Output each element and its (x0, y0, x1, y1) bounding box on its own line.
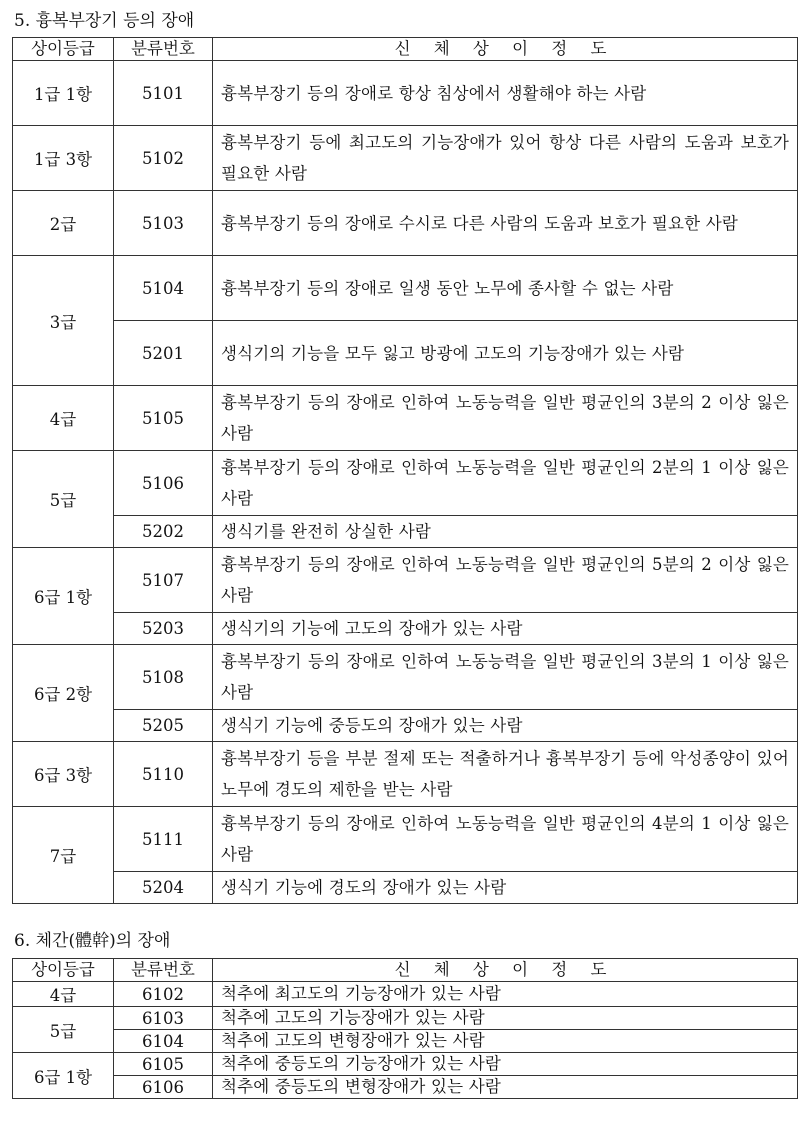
code-cell: 6105 (114, 1053, 213, 1076)
description-cell: 생식기 기능에 경도의 장애가 있는 사람 (213, 872, 798, 904)
description-cell: 생식기를 완전히 상실한 사람 (213, 516, 798, 548)
code-cell: 5203 (114, 613, 213, 645)
code-cell: 5104 (114, 256, 213, 321)
section-6-title: 6. 체간(體幹)의 장애 (14, 931, 171, 951)
table-row (13, 191, 798, 256)
grade-cell: 6급 3항 (13, 742, 114, 807)
table-row (13, 126, 798, 191)
grade-cell: 6급 2항 (13, 645, 114, 742)
description-cell: 흉복부장기 등의 장애로 인하여 노동능력을 일반 평균인의 2분의 1 이상 잃은 사람 (213, 451, 798, 516)
table-row (13, 1076, 798, 1099)
table-row (13, 742, 798, 807)
header-code: 분류번호 (114, 959, 213, 982)
table-row (13, 451, 798, 516)
grade-cell: 1급 3항 (13, 126, 114, 191)
grade-cell: 7급 (13, 807, 114, 904)
description-cell: 흉복부장기 등에 최고도의 기능장애가 있어 항상 다른 사람의 도움과 보호가 필요한 사람 (213, 126, 798, 191)
description-cell: 흉복부장기 등을 부분 절제 또는 적출하거나 흉복부장기 등에 악성종양이 있어 노무에 경도의 제한을 받는 사람 (213, 742, 798, 807)
table-row (13, 645, 798, 710)
description-cell: 생식기 기능에 중등도의 장애가 있는 사람 (213, 710, 798, 742)
section-6-table (12, 958, 798, 1099)
header-grade: 상이등급 (13, 38, 114, 61)
header-code: 분류번호 (114, 38, 213, 61)
code-cell: 5103 (114, 191, 213, 256)
code-cell: 5107 (114, 548, 213, 613)
description-cell: 척추에 중등도의 변형장애가 있는 사람 (213, 1076, 798, 1099)
description-cell: 생식기의 기능을 모두 잃고 방광에 고도의 기능장애가 있는 사람 (213, 321, 798, 386)
table-row (13, 710, 798, 742)
table-row (13, 386, 798, 451)
table-row (13, 548, 798, 613)
description-cell: 생식기의 기능에 고도의 장애가 있는 사람 (213, 613, 798, 645)
grade-cell: 5급 (13, 1007, 114, 1053)
grade-cell: 4급 (13, 386, 114, 451)
table-row (13, 982, 798, 1007)
code-cell: 5111 (114, 807, 213, 872)
grade-cell: 4급 (13, 982, 114, 1007)
code-cell: 5102 (114, 126, 213, 191)
grade-cell: 2급 (13, 191, 114, 256)
code-cell: 5106 (114, 451, 213, 516)
table-row (13, 1030, 798, 1053)
description-cell: 척추에 중등도의 기능장애가 있는 사람 (213, 1053, 798, 1076)
table-row (13, 1007, 798, 1030)
code-cell: 5101 (114, 61, 213, 126)
description-cell: 척추에 고도의 변형장애가 있는 사람 (213, 1030, 798, 1053)
table-row (13, 872, 798, 904)
table-header-row (13, 38, 798, 61)
code-cell: 5204 (114, 872, 213, 904)
description-cell: 흉복부장기 등의 장애로 일생 동안 노무에 종사할 수 없는 사람 (213, 256, 798, 321)
code-cell: 5202 (114, 516, 213, 548)
header-description: 신 체 상 이 정 도 (213, 38, 798, 61)
section-5-title: 5. 흉복부장기 등의 장애 (14, 11, 195, 31)
code-cell: 6106 (114, 1076, 213, 1099)
table-row (13, 807, 798, 872)
header-grade: 상이등급 (13, 959, 114, 982)
description-cell: 흉복부장기 등의 장애로 인하여 노동능력을 일반 평균인의 4분의 1 이상 잃은 사람 (213, 807, 798, 872)
grade-cell: 1급 1항 (13, 61, 114, 126)
grade-cell: 6급 1항 (13, 548, 114, 645)
description-cell: 척추에 고도의 기능장애가 있는 사람 (213, 1007, 798, 1030)
grade-cell: 3급 (13, 256, 114, 386)
grade-cell: 6급 1항 (13, 1053, 114, 1099)
description-cell: 척추에 최고도의 기능장애가 있는 사람 (213, 982, 798, 1007)
table-row (13, 256, 798, 321)
description-cell: 흉복부장기 등의 장애로 항상 침상에서 생활해야 하는 사람 (213, 61, 798, 126)
table-row (13, 613, 798, 645)
table-row (13, 61, 798, 126)
table-row (13, 321, 798, 386)
code-cell: 5110 (114, 742, 213, 807)
description-cell: 흉복부장기 등의 장애로 인하여 노동능력을 일반 평균인의 5분의 2 이상 잃은 사람 (213, 548, 798, 613)
description-cell: 흉복부장기 등의 장애로 수시로 다른 사람의 도움과 보호가 필요한 사람 (213, 191, 798, 256)
code-cell: 5105 (114, 386, 213, 451)
description-cell: 흉복부장기 등의 장애로 인하여 노동능력을 일반 평균인의 3분의 2 이상 잃은 사람 (213, 386, 798, 451)
code-cell: 5201 (114, 321, 213, 386)
code-cell: 6102 (114, 982, 213, 1007)
grade-cell: 5급 (13, 451, 114, 548)
code-cell: 5205 (114, 710, 213, 742)
code-cell: 6103 (114, 1007, 213, 1030)
table-header-row (13, 959, 798, 982)
section-5-table (12, 37, 798, 904)
header-description: 신 체 상 이 정 도 (213, 959, 798, 982)
table-row (13, 516, 798, 548)
table-row (13, 1053, 798, 1076)
code-cell: 5108 (114, 645, 213, 710)
code-cell: 6104 (114, 1030, 213, 1053)
description-cell: 흉복부장기 등의 장애로 인하여 노동능력을 일반 평균인의 3분의 1 이상 잃은 사람 (213, 645, 798, 710)
